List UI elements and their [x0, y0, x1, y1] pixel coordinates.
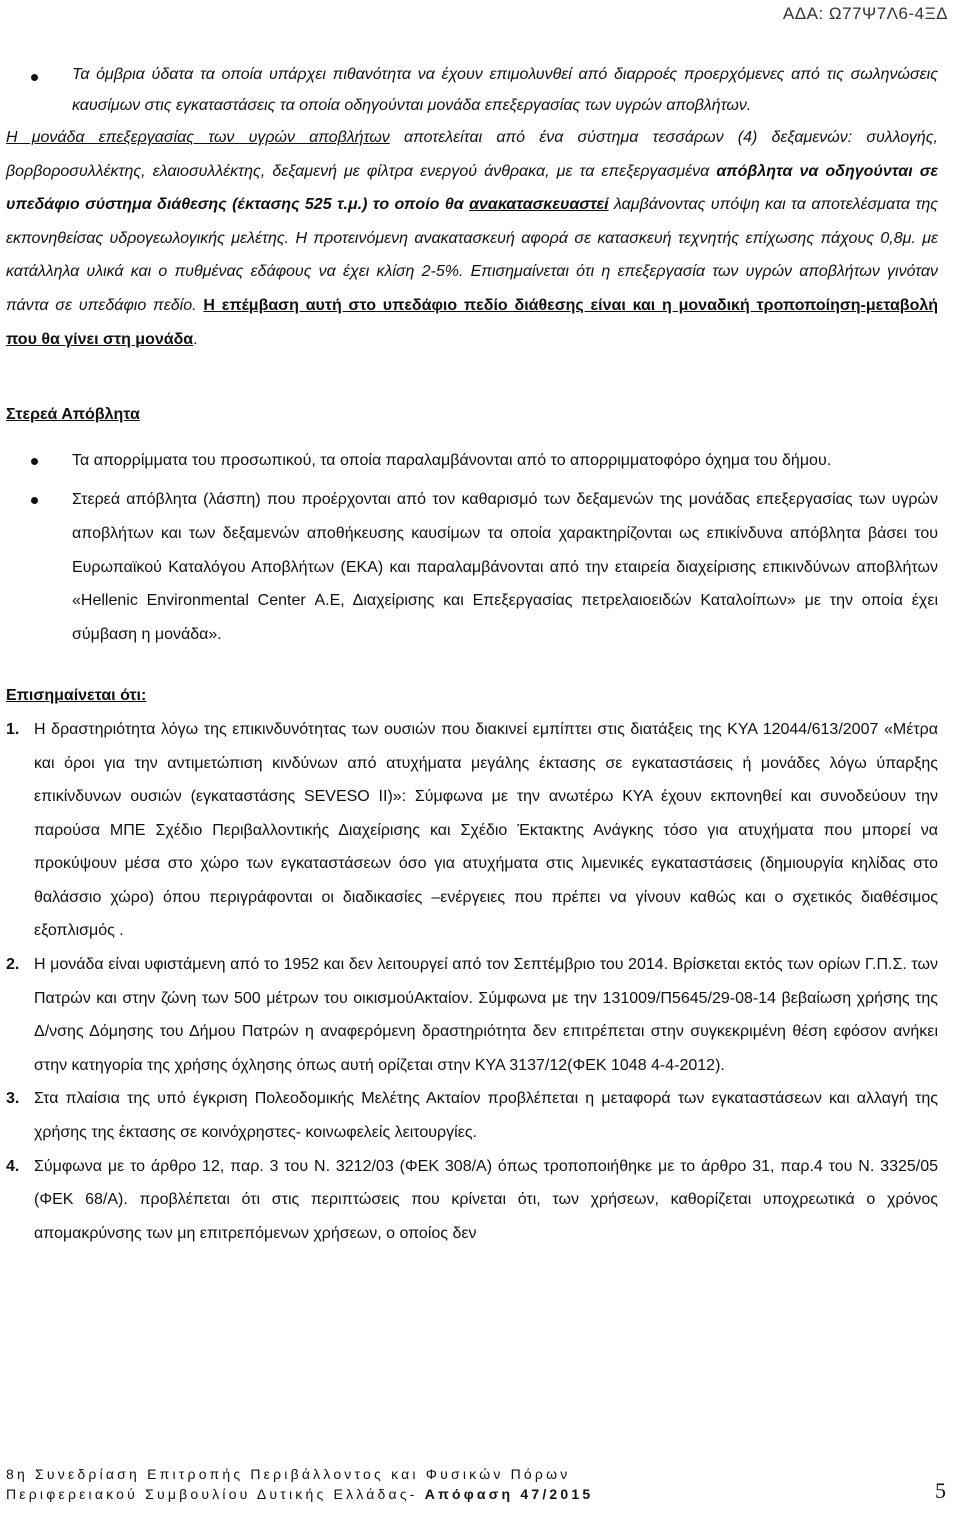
bullet-staff-waste: Τα απορρίμματα του προσωπικού, τα οποία παραλαμβάνονται από το απορριμματοφόρο όχημα του δήμου. — [6, 444, 938, 478]
page-number: 5 — [935, 1478, 946, 1503]
footer-council: Περιφερειακού Συμβουλίου Δυτικής Ελλάδας- — [6, 1486, 425, 1502]
document-body — [6, 60, 938, 1250]
treatment-unit-only-change: Η επέμβαση αυτή στο υπεδάφιο πεδίο διάθεσης είναι και η μοναδική τροποποίηση-μεταβολή που θα γίνει στη μονάδα — [6, 296, 939, 348]
note-number: 2. — [6, 956, 20, 974]
footer-session: 8η Συνεδρίαση Επιτροπής Περιβάλλοντος και Φυσικών Πόρων — [6, 1466, 571, 1482]
note-number: 4. — [6, 1157, 20, 1175]
note-number: 1. — [6, 720, 20, 738]
note-item-1 — [6, 713, 938, 948]
note-text: Στα πλαίσια της υπό έγκριση Πολεοδομικής Μελέτης Ακταίον προβλέπεται η μεταφορά των εγκαταστάσεων και αλλαγή της χρήσης της έκτασης σε κοινόχρηστες- κοινωφελείς λειτουργίες. — [34, 1090, 938, 1142]
solid-waste-heading: Στερεά Απόβλητα — [6, 406, 140, 424]
paragraph-treatment-unit — [6, 121, 938, 356]
note-item-2 — [6, 948, 938, 1082]
notes-heading: Επισημαίνεται ότι: — [6, 687, 147, 705]
note-text: Η δραστηριότητα λόγω της επικινδυνότητας των ουσιών που διακινεί εμπίπτει στις διατάξεις της ΚΥΑ 12044/613/2007 «Μέτρα και όροι για την αντιμετώπιση κινδύνων από ατυχήματα μεγάλης έκτασης σε εγκαταστάσεις ή μονάδες λόγω ύπαρξης επικίνδυνων ουσιών (εγκαταστάσης SEVESO II)»: Σύμφωνα με την ανωτέρω ΚΥΑ έχουν εκπονηθεί και συνοδεύουν την παρούσα ΜΠΕ Σχέδιο Περιβαλλοντικής Διαχείρισης και Σχέδιο Έκτακτης Ανάγκης τόσο για ατυχήματα που μπορεί να προκύψουν μέσα στο χώρο των εγκαταστάσεων όσο για ατυχήματα στις λιμενικές εγκαταστάσεις (δημιουργία κηλίδας στο θαλάσσιο χώρο) όπου περιγράφονται οι διαδικασίες –ενέργειες που πρέπει να γίνουν καθώς και ο σχετικός διαθέσιμος εξοπλισμός . — [34, 720, 938, 940]
treatment-unit-disposal: απόβλητα να οδηγούνται σε υπεδάφιο σύστημα διάθεσης (έκτασης 525 τ.μ.) το οποίο θα — [6, 162, 938, 214]
note-number: 3. — [6, 1090, 20, 1108]
treatment-unit-period: . — [193, 330, 198, 348]
bullet-sludge-waste: Στερεά απόβλητα (λάσπη) που προέρχονται από τον καθαρισμό των δεξαμενών της μονάδας επεξεργασίας των υγρών αποβλήτων και των δεξαμενών αποθήκευσης καυσίμων τα οποία χαρακτηρίζονται ως επικίνδυνα απόβλητα βάσει του Ευρωπαϊκού Καταλόγου Αποβλήτων (ΕΚΑ) και παραλαμβάνονται από την εταιρεία διαχείρισης επικινδύνων αποβλήτων «Hellenic Environmental Center Α.Ε, Διαχείρισης και Επεξεργασίας πετρελαιοειδών Καταλοίπων» με την οποία έχει σύμβαση η μονάδα». — [6, 483, 938, 651]
treatment-unit-subject: Η μονάδα επεξεργασίας των υγρών αποβλήτων — [6, 129, 390, 146]
ada-code: ΑΔΑ: Ω77Ψ7Λ6-4ΞΔ — [782, 4, 948, 23]
note-text: Σύμφωνα με το άρθρο 12, παρ. 3 του Ν. 3212/03 (ΦΕΚ 308/Α) όπως τροποποιήθηκε με το άρθρο 31, παρ.4 του Ν. 3325/05 (ΦΕΚ 68/Α). προβλέπεται ότι στις περιπτώσεις που κρίνεται ότι, των χρήσεων, καθορίζεται υποχρεωτικά ο χρόνος απομακρύνσης των μη επιτρεπόμενων χρήσεων, ο οποίος δεν — [34, 1157, 938, 1242]
note-item-3 — [6, 1082, 938, 1149]
treatment-unit-desc: αποτελείται από ένα σύστημα τεσσάρων (4) δεξαμενών: συλλογής, βορβοροσυλλέκτης, ελαιοσυλλέκτης, δεξαμενή με φίλτρα ενεργού άνθρακα, με τα επεξεργασμένα — [6, 129, 939, 180]
note-text: Η μονάδα είναι υφιστάμενη από το 1952 και δεν λειτουργεί από τον Σεπτέμβριο του 2014. Βρίσκεται εκτός των ορίων Γ.Π.Σ. των Πατρών και στην ζώνη των 500 μέτρων του οικισμούΑκταίον. Σύμφωνα με την 131009/Π5645/29-08-14 βεβαίωση χρήσης της Δ/νσης Δόμησης του Δήμου Πατρών η αναφερόμενη δραστηριότητα δεν επιτρέπεται στην συγκεκριμένη θέση εφόσον ανήκει στην κατηγορία της χρήσης όχλησης όπως αυτή ορίζεται στην ΚΥΑ 3137/12(ΦΕΚ 1048 4-4-2012). — [34, 956, 938, 1074]
treatment-unit-details: λαμβάνοντας υπόψη και τα αποτελέσματα της εκπονηθείσας υδρογεωλογικής μελέτης. Η προτεινόμενη ανακατασκευή αφορά σε κατασκευή τεχνητής επίχωσης πάχους 0,8μ. με κατάλληλα υλικά και ο πυθμένας εδάφους να έχει κλίση 2-5%. Επισημαίνεται ότι η επεξεργασία των υγρών αποβλήτων γινόταν πάντα σε υπεδάφιο πεδίο. — [6, 196, 939, 314]
footer-decision: Απόφαση 47/2015 — [424, 1486, 594, 1502]
bullet-stormwater: Τα όμβρια ύδατα τα οποία υπάρχει πιθανότητα να έχουν επιμολυνθεί από διαρροές προερχόμενες από τις σωληνώσεις καυσίμων στις εγκαταστάσεις τα οποία οδηγούνται μονάδα επεξεργασίας των υγρών αποβλήτων. — [6, 60, 938, 121]
page-footer — [6, 1464, 946, 1504]
footer-council-line — [6, 1484, 946, 1504]
note-item-4 — [6, 1150, 938, 1251]
treatment-unit-reconstruct: ανακατασκευαστεί — [469, 196, 609, 214]
